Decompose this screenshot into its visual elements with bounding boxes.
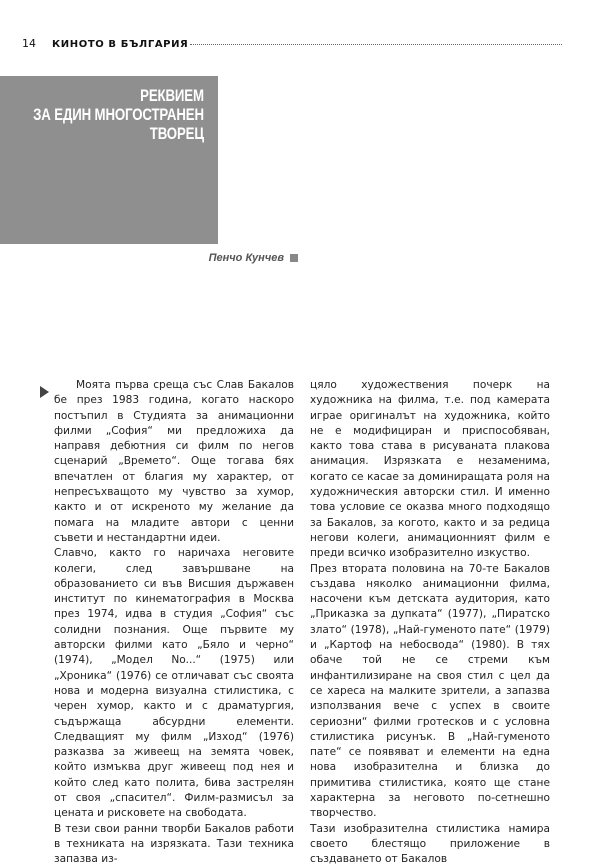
author-name: Пенчо Кунчев: [208, 252, 284, 264]
left-column: [54, 378, 294, 868]
page-number: 14: [22, 37, 36, 50]
dotted-leader: [190, 36, 562, 45]
paragraph: Тази изобразителна стилистика намира своето блестящо приложение в създаването от Бакалов: [310, 822, 550, 866]
paragraph: цяло художествения почерк на художника на филма, т.е. под камерата играе оригиналът на художника, който не е модифициран и приспособяван, както това става в рисуваната плакова анимация. Изрязката е незаменима, когато се касае за доминиращата роля на художническия авторски стил. И именно това условие се оказва много подходящо за Бакалов, за когото, както и за редица негови колеги, анимационният филм е преди всичко изобразително изкуство.: [310, 379, 550, 560]
paragraph: Славчо, както го наричаха неговите колеги, след завършване на образованието си във Висшия държавен институт по кинематография в Москва през 1974, идва в студия „София“ със солидни познания. Още първите му авторски филми като „Бяло и черно“ (1974), „Модел No...“ (1975) или „Хроника“ (1976) се отличават със своята нова и модерна визуална стилистика, с черен хумор, както и с драматургия, съдържаща абсурдни елементи. Следващият му филм „Изход“ (1976) разказва за живеещ на земята човек, който измъква друг живеещ под нея и който след като полита, бива застрелян от своя „спасител“. Филм-размисъл за цената и рисковете на свободата.: [54, 547, 294, 820]
title-line-1: РЕКВИЕМ: [140, 86, 204, 105]
triangle-arrow-icon: [40, 386, 49, 398]
title-block: [0, 76, 218, 244]
paragraph: Моята първа среща със Слав Бакалов бе през 1983 година, когато наскоро постъпил в Студията за анимационни филми „София“ ми предложиха да направя дебютния си филм по негов сценарий „Времето“. Още тогава бях впечатлен от благия му характер, от непресъхващото му чувство за хумор, както и от искреното му желание да помага на младите автори с ценни съвети и нестандартни идеи.: [54, 379, 294, 544]
title-line-2: ЗА ЕДИН МНОГОСТРАНЕН: [33, 105, 204, 124]
paragraph: В тези свои ранни творби Бакалов работи в техниката на изрязката. Тази техника запазва из-: [54, 822, 294, 866]
running-header: [22, 36, 562, 52]
paragraph: През втората половина на 70-те Бакалов създава няколко анимационни филма, насочени към детската аудитория, като „Приказка за дупката“ (1977), „Пиратско злато“ (1978), „Най-гуменото пате“ (1979) и „Картоф на небосвода“ (1980). В тях обаче той не се стреми към инфантилизиране на своя стил с цел да се хареса на малките зрители, а запазва използвания вече с успех в своите сериозни“ филми гротесков и с условна стилистика рисунък. В „Най-гуменото пате“ се появяват и елементи на една нова изобразителна и близка до примитива стилистика, която ще стане характерна за неговото по-сетнешно творчество.: [310, 562, 550, 820]
square-bullet-icon: [290, 254, 298, 262]
running-title: КИНОТО В БЪЛГАРИЯ: [52, 39, 189, 50]
title-line-3: ТВОРЕЦ: [149, 124, 204, 143]
right-column: [310, 378, 550, 868]
author-band: [208, 244, 298, 272]
article-title: [33, 86, 204, 143]
author-byline: [209, 252, 298, 264]
